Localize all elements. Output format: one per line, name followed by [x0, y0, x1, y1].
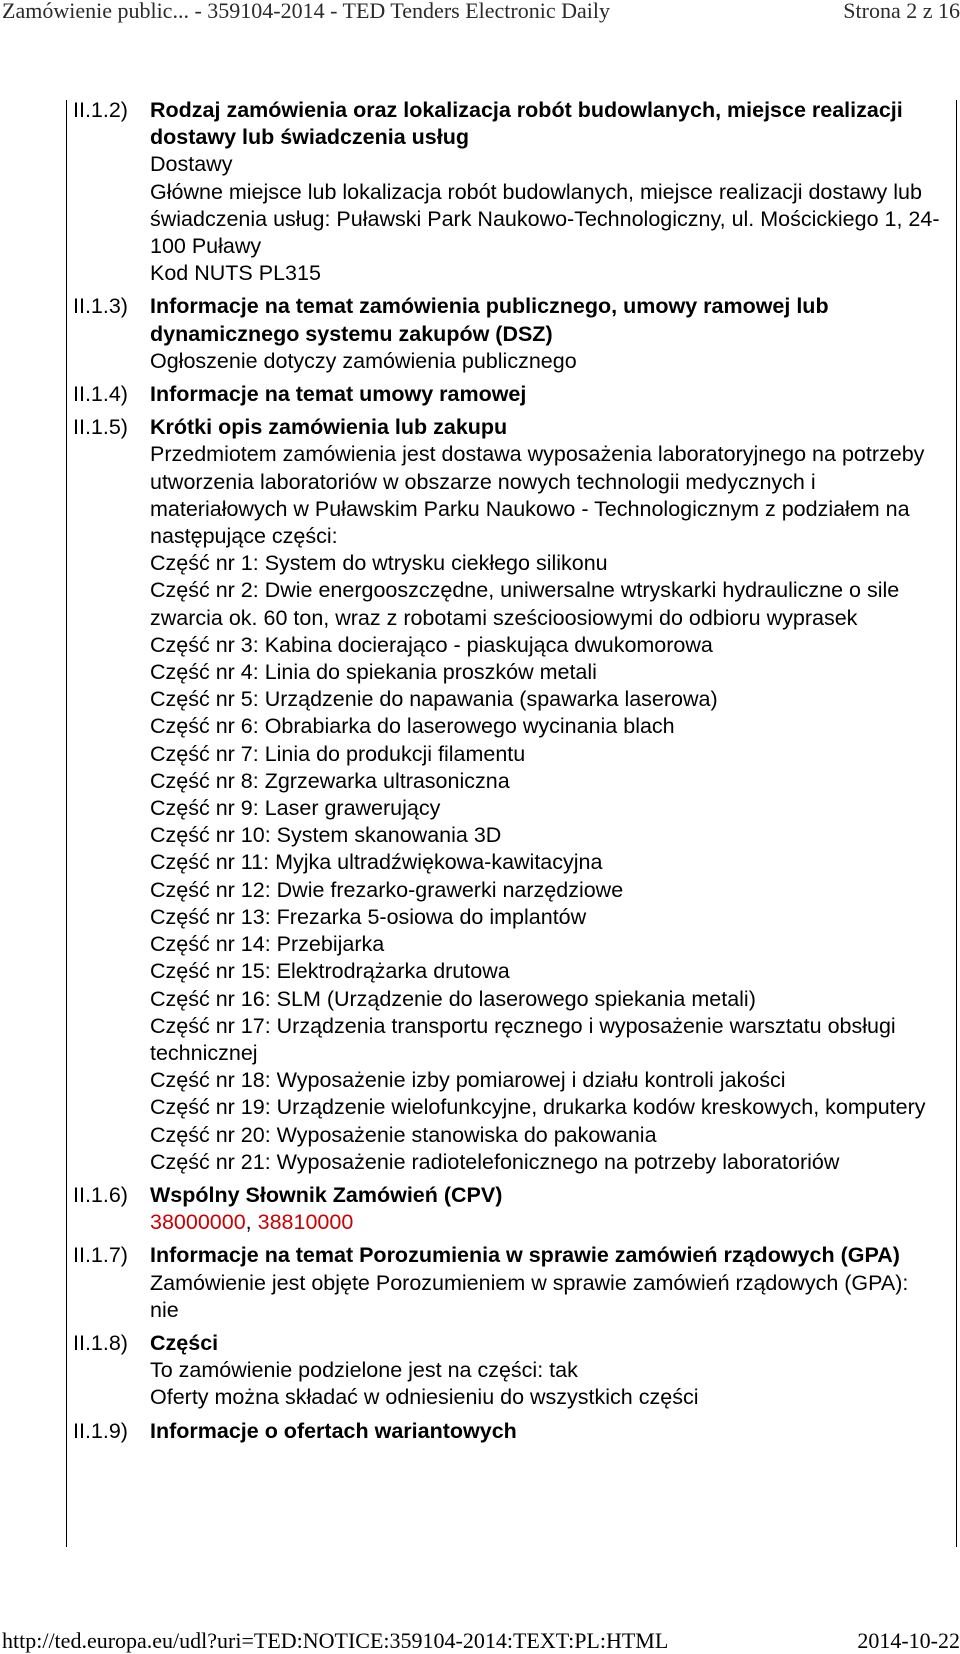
section-number: II.1.6)	[73, 1182, 128, 1207]
footer-url: http://ted.europa.eu/udl?uri=TED:NOTICE:359104-2014:TEXT:PL:HTML	[2, 1628, 669, 1653]
lot-item: Część nr 17: Urządzenia transportu ręcznego i wyposażenie warsztatu obsługi technicznej	[150, 1013, 896, 1065]
section-text: Kod NUTS PL315	[150, 261, 321, 286]
lot-item: Część nr 8: Zgrzewarka ultrasoniczna	[150, 768, 510, 793]
lot-item: Część nr 19: Urządzenie wielofunkcyjne, drukarka kodów kreskowych, komputery	[150, 1095, 926, 1120]
section-ii-1-5	[0, 414, 960, 1176]
section-text: Przedmiotem zamówienia jest dostawa wyposażenia laboratoryjnego na potrzeby utworzenia laboratoriów w obszarze nowych technologii medycznych i materiałowych w Puławskim Parku Naukowo - Technologicznym z podziałem na następujące części:	[150, 442, 925, 549]
page-footer	[0, 1628, 960, 1654]
lot-item: Część nr 2: Dwie energooszczędne, uniwersalne wtryskarki hydrauliczne o sile zwarcia ok. 60 ton, wraz z robotami sześcioosiowymi do odbioru wyprasek	[150, 578, 900, 630]
section-heading: Informacje na temat Porozumienia w sprawie zamówień rządowych (GPA)	[150, 1243, 900, 1268]
section-text: Główne miejsce lub lokalizacja robót budowlanych, miejsce realizacji dostawy lub świadczenia usług: Puławski Park Naukowo-Technologiczny, ul. Mościckiego 1, 24-100 Puławy	[150, 179, 940, 259]
lot-item: Część nr 7: Linia do produkcji filamentu	[150, 741, 526, 766]
section-heading: Informacje na temat zamówienia publicznego, umowy ramowej lub dynamicznego systemu zakupów (DSZ)	[150, 294, 829, 346]
lot-item: Część nr 15: Elektrodrążarka drutowa	[150, 959, 510, 984]
section-heading: Części	[150, 1330, 219, 1355]
section-heading: Krótki opis zamówienia lub zakupu	[150, 415, 508, 440]
lot-item: Część nr 4: Linia do spiekania proszków metali	[150, 660, 597, 685]
section-heading: Informacje na temat umowy ramowej	[150, 382, 527, 407]
section-text: Dostawy	[150, 152, 233, 177]
lot-item: Część nr 18: Wyposażenie izby pomiarowej i działu kontroli jakości	[150, 1068, 786, 1093]
section-text: To zamówienie podzielone jest na części: tak	[150, 1358, 578, 1383]
lot-item: Część nr 3: Kabina docierająco - piaskująca dwukomorowa	[150, 632, 713, 657]
footer-date: 2014-10-22	[857, 1628, 960, 1653]
lot-item: Część nr 12: Dwie frezarko-grawerki narzędziowe	[150, 877, 624, 902]
section-number: II.1.5)	[73, 415, 128, 440]
lot-item: Część nr 16: SLM (Urządzenie do laserowego spiekania metali)	[150, 986, 756, 1011]
section-number: II.1.2)	[73, 98, 128, 122]
lot-item: Część nr 6: Obrabiarka do laserowego wycinania blach	[150, 714, 675, 739]
section-heading: Wspólny Słownik Zamówień (CPV)	[150, 1182, 503, 1207]
lot-item: Część nr 11: Myjka ultradźwiękowa-kawitacyjna	[150, 850, 603, 875]
lot-item: Część nr 13: Frezarka 5-osiowa do implantów	[150, 904, 587, 929]
section-ii-1-2	[0, 97, 960, 287]
header-page-number: Strona 2 z 16	[843, 0, 960, 23]
section-ii-1-9	[0, 1418, 960, 1445]
lot-item: Część nr 21: Wyposażenie radiotelefonicznego na potrzeby laboratoriów	[150, 1149, 840, 1174]
section-text: Oferty można składać w odniesieniu do wszystkich części	[150, 1385, 699, 1410]
section-number: II.1.3)	[73, 294, 128, 319]
section-heading: Rodzaj zamówienia oraz lokalizacja robót budowlanych, miejsce realizacji dostawy lub świadczenia usług	[150, 98, 903, 150]
section-ii-1-7	[0, 1242, 960, 1324]
section-number: II.1.4)	[73, 382, 128, 407]
cpv-code-link[interactable]: 38000000	[150, 1210, 246, 1235]
header-title: Zamówienie public... - 359104-2014 - TED Tenders Electronic Daily	[2, 0, 610, 23]
lot-item: Część nr 20: Wyposażenie stanowiska do pakowania	[150, 1122, 657, 1147]
section-text: Ogłoszenie dotyczy zamówienia publicznego	[150, 348, 577, 373]
section-text: Zamówienie jest objęte Porozumieniem w sprawie zamówień rządowych (GPA): nie	[150, 1270, 909, 1322]
section-number: II.1.8)	[73, 1330, 128, 1355]
section-ii-1-4	[0, 381, 960, 408]
notice-content	[0, 97, 960, 1451]
cpv-code-link[interactable]: 38810000	[257, 1210, 354, 1235]
lot-item: Część nr 14: Przebijarka	[150, 932, 385, 957]
lot-item: Część nr 9: Laser grawerujący	[150, 796, 441, 821]
section-ii-1-8	[0, 1330, 960, 1412]
lot-item: Część nr 10: System skanowania 3D	[150, 823, 502, 848]
section-ii-1-6: II.1.6) Wspólny Słownik Zamówień (CPV) 38000000, 38810000	[0, 1182, 960, 1236]
section-heading: Informacje o ofertach wariantowych	[150, 1418, 517, 1443]
section-ii-1-3	[0, 293, 960, 375]
page-header	[0, 0, 960, 26]
section-number: II.1.9)	[73, 1418, 128, 1443]
section-number: II.1.7)	[73, 1243, 128, 1268]
lot-item: Część nr 5: Urządzenie do napawania (spawarka laserowa)	[150, 687, 718, 712]
lot-item: Część nr 1: System do wtrysku ciekłego silikonu	[150, 551, 608, 576]
